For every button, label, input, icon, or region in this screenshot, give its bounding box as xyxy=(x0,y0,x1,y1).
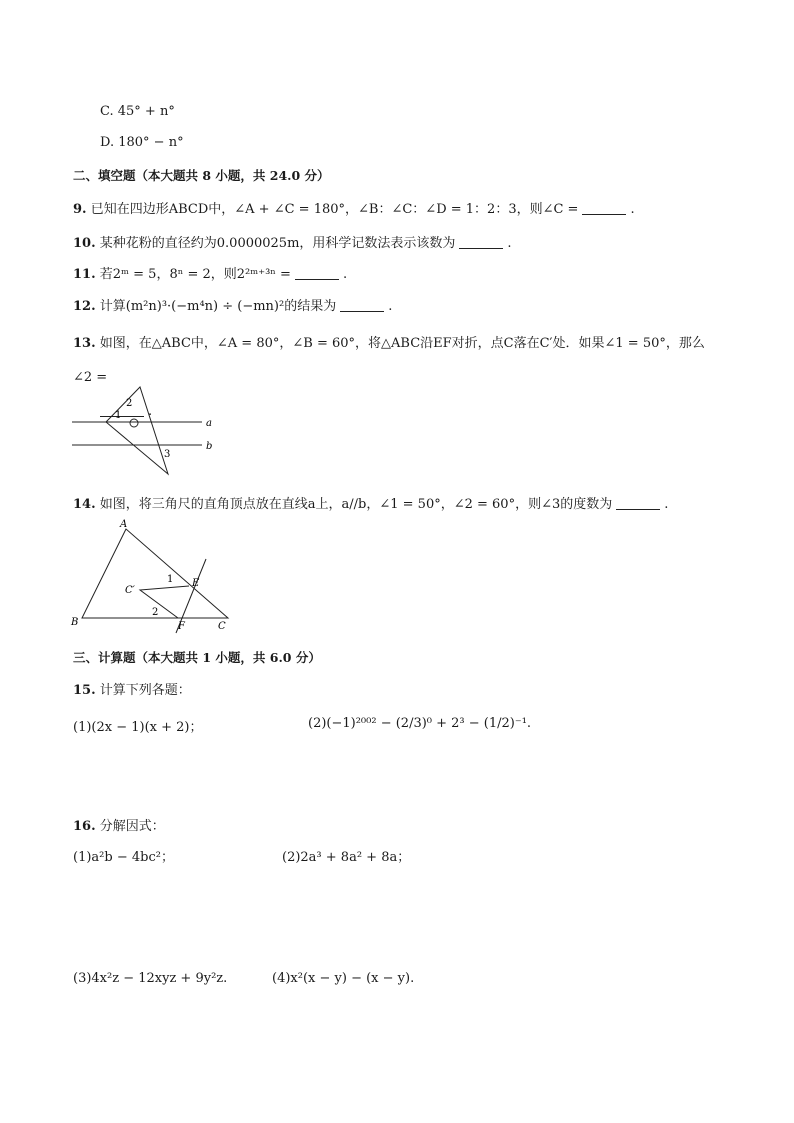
answer-blank[interactable] xyxy=(616,497,660,510)
question-number: 10. xyxy=(73,236,96,251)
question-16-part-1: (1)a²b − 4bc²； xyxy=(73,850,174,865)
option-d: D. 180° − n° xyxy=(100,135,184,150)
answer-blank[interactable] xyxy=(582,202,626,215)
question-number: 12. xyxy=(73,299,96,314)
period: . xyxy=(630,202,635,217)
figure-13-diagram xyxy=(70,382,230,482)
question-text: 某种花粉的直径约为0.0000025m，用科学记数法表示该数为 xyxy=(99,236,456,251)
triangle-abc xyxy=(82,529,228,618)
section-3-title: 三、计算题（本大题共 1 小题，共 6.0 分） xyxy=(73,650,321,665)
period: . xyxy=(507,236,512,251)
question-text: 如图，将三角尺的直角顶点放在直线a上，a//b，∠1 = 50°，∠2 = 60°，则∠3的度数为 xyxy=(99,497,613,512)
label-f: F xyxy=(178,621,185,632)
question-15 xyxy=(73,679,191,698)
question-number: 14. xyxy=(73,497,96,512)
label-a-vertex: A xyxy=(120,519,128,530)
question-11 xyxy=(73,263,347,282)
answer-blank[interactable] xyxy=(459,236,503,249)
question-number: 13. xyxy=(73,336,96,351)
label-angle-2: 2 xyxy=(152,607,159,618)
question-15-part-2: (2)(−1)²⁰⁰² − (2/3)⁰ + 2³ − (1/2)⁻¹. xyxy=(308,716,532,731)
right-angle-mark xyxy=(130,419,138,427)
label-b-vertex: B xyxy=(71,617,79,628)
question-number: 9. xyxy=(73,202,87,217)
triangle-ruler xyxy=(106,387,171,474)
label-c-prime: C′ xyxy=(125,585,135,596)
question-14 xyxy=(73,493,668,512)
question-number: 15. xyxy=(73,683,96,698)
label-3: 3 xyxy=(164,449,171,460)
question-12 xyxy=(73,295,392,314)
question-10 xyxy=(73,232,512,251)
question-text: 若2ᵐ = 5，8ⁿ = 2，则2²ᵐ⁺³ⁿ = xyxy=(99,267,291,282)
question-16-part-3: (3)4x²z − 12xyz + 9y²z. xyxy=(73,971,228,986)
label-2: 2 xyxy=(126,398,133,409)
question-number: 16. xyxy=(73,819,96,834)
period: . xyxy=(664,497,669,512)
question-text: 如图，在△ABC中，∠A = 80°，∠B = 60°，将△ABC沿EF对折，点C落在C′处．如果∠1 = 50°，那么∠2 = xyxy=(73,336,705,385)
period: . xyxy=(342,267,348,282)
question-15-part-1: (1)(2x − 1)(x + 2)； xyxy=(73,720,203,735)
folded-triangle xyxy=(140,586,189,618)
question-number: 11. xyxy=(73,267,96,282)
label-c-vertex: C xyxy=(218,621,226,632)
question-text: 已知在四边形ABCD中，∠A + ∠C = 180°，∠B：∠C：∠D = 1：2：3，则∠C = xyxy=(90,202,579,217)
question-16-part-4: (4)x²(x − y) − (x − y). xyxy=(272,971,415,986)
label-angle-1: 1 xyxy=(167,574,174,585)
question-text: 分解因式： xyxy=(99,819,165,834)
question-16 xyxy=(73,815,165,834)
period: . xyxy=(148,404,153,419)
label-1: 1 xyxy=(115,410,122,421)
section-2-title: 二、填空题（本大题共 8 小题，共 24.0 分） xyxy=(73,168,330,183)
option-c: C. 45° + n° xyxy=(100,104,175,119)
question-16-part-2: (2)2a³ + 8a² + 8a； xyxy=(282,850,411,865)
question-text: 计算下列各题： xyxy=(99,683,191,698)
figure-14-diagram xyxy=(68,515,243,637)
period: . xyxy=(388,299,393,314)
question-9 xyxy=(73,198,635,217)
answer-blank[interactable] xyxy=(295,267,339,280)
answer-blank[interactable] xyxy=(340,299,384,312)
label-a: a xyxy=(206,418,212,429)
label-b: b xyxy=(206,441,213,452)
label-e: E xyxy=(192,578,200,589)
question-text: 计算(m²n)³·(−m⁴n) ÷ (−mn)²的结果为 xyxy=(99,299,337,314)
